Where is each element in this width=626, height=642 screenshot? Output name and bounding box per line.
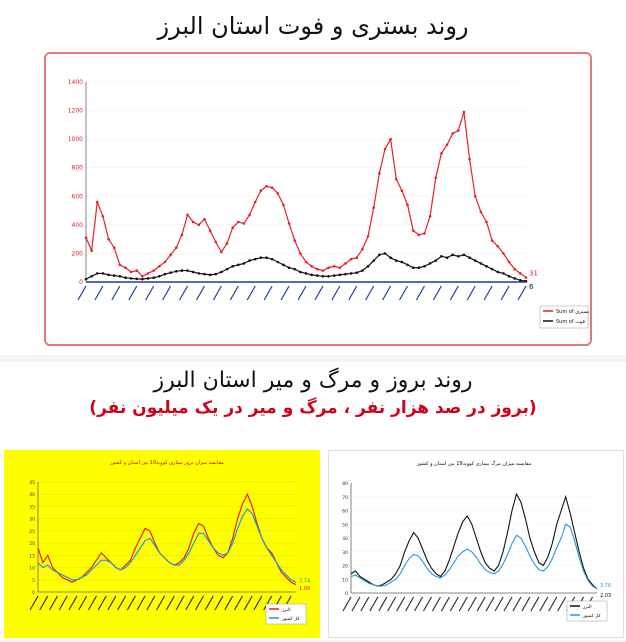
end-value-label: 3.74 <box>299 578 311 585</box>
data-point <box>496 271 499 274</box>
data-point <box>429 262 432 265</box>
x-tick-label <box>59 596 67 610</box>
data-point <box>361 269 364 272</box>
x-tick-label <box>522 597 530 611</box>
data-point <box>164 261 167 264</box>
data-point <box>434 259 437 262</box>
data-point <box>214 241 217 244</box>
x-tick-label <box>495 597 503 611</box>
data-point <box>209 229 212 232</box>
legend-label: البرز <box>282 608 291 613</box>
data-point <box>412 229 415 232</box>
data-point <box>316 274 319 277</box>
data-point <box>248 214 251 217</box>
x-tick-label <box>244 596 252 610</box>
data-point <box>423 232 426 235</box>
data-point <box>519 272 522 275</box>
y-tick-label: 30 <box>342 550 348 556</box>
data-point <box>310 274 313 277</box>
x-tick-label <box>450 597 458 611</box>
data-point <box>169 254 172 257</box>
mortality-chart <box>329 451 623 637</box>
data-point <box>192 271 195 274</box>
legend-label: Sum of فوت <box>556 319 585 325</box>
data-point <box>198 224 201 227</box>
x-tick-label <box>513 597 521 611</box>
data-point <box>299 252 302 255</box>
x-tick-label <box>176 596 184 610</box>
x-tick-label <box>415 597 423 611</box>
y-tick-label: 70 <box>342 495 348 501</box>
y-tick-label: 40 <box>342 537 348 542</box>
data-point <box>231 265 234 268</box>
x-tick-label <box>213 286 221 300</box>
data-point <box>440 255 443 258</box>
incidence-chart-box <box>4 450 320 638</box>
x-tick-label <box>441 597 449 611</box>
data-point <box>203 218 206 221</box>
data-point <box>152 269 155 272</box>
x-tick-label <box>225 596 233 610</box>
x-tick-label <box>433 286 441 300</box>
data-point <box>401 189 404 192</box>
data-point <box>372 259 375 262</box>
x-tick-label <box>79 596 87 610</box>
data-point <box>378 254 381 257</box>
data-point <box>451 254 454 257</box>
y-tick-label: 35 <box>29 505 35 511</box>
data-point <box>446 256 449 259</box>
data-point <box>525 280 528 283</box>
y-tick-label: 1000 <box>67 136 83 144</box>
x-tick-label <box>205 596 213 610</box>
x-tick-label <box>383 286 391 300</box>
series-line <box>86 112 526 278</box>
bottom-panel <box>0 362 626 640</box>
y-tick-label: 10 <box>29 566 35 572</box>
data-point <box>480 262 483 265</box>
data-point <box>305 272 308 275</box>
data-point <box>214 273 217 276</box>
data-point <box>96 201 99 204</box>
x-tick-label <box>163 286 171 300</box>
series-line <box>38 494 296 584</box>
y-tick-label: 1200 <box>67 107 83 115</box>
data-point <box>310 265 313 268</box>
x-tick-label <box>264 286 272 300</box>
data-point <box>276 261 279 264</box>
data-point <box>468 256 471 259</box>
data-point <box>186 269 189 272</box>
data-point <box>440 152 443 155</box>
data-point <box>412 266 415 269</box>
y-tick-label: 20 <box>29 542 35 548</box>
x-tick-label <box>366 286 374 300</box>
data-point <box>519 279 522 282</box>
x-tick-label <box>540 597 548 611</box>
data-point <box>209 274 212 277</box>
data-point <box>181 269 184 272</box>
x-tick-label <box>352 597 360 611</box>
data-point <box>102 215 105 218</box>
data-point <box>457 255 460 258</box>
data-point <box>350 258 353 261</box>
data-point <box>288 222 291 225</box>
x-tick-label <box>147 596 155 610</box>
x-tick-label <box>549 597 557 611</box>
y-tick-label: 10 <box>342 578 348 584</box>
data-point <box>344 273 347 276</box>
data-point <box>463 254 466 257</box>
x-tick-label <box>112 286 120 300</box>
data-point <box>271 186 274 189</box>
x-tick-label <box>146 286 154 300</box>
data-point <box>135 278 138 281</box>
data-point <box>90 249 93 252</box>
data-point <box>113 246 116 249</box>
data-point <box>468 158 471 161</box>
x-tick-label <box>400 286 408 300</box>
series-line <box>38 509 296 582</box>
x-tick-label <box>343 597 351 611</box>
data-point <box>175 270 178 273</box>
x-tick-label <box>370 597 378 611</box>
data-point <box>389 138 392 141</box>
y-tick-label: 20 <box>342 564 348 570</box>
y-tick-label: 800 <box>71 164 83 172</box>
hospitalization-chart-frame <box>44 52 592 346</box>
data-point <box>361 248 364 251</box>
y-tick-label: 25 <box>29 529 35 535</box>
x-tick-label <box>388 597 396 611</box>
chart-title: مقایسه میزان بروز بیماری کووید19 بین استان و کشور <box>110 460 224 466</box>
data-point <box>119 264 122 267</box>
data-point <box>248 259 251 262</box>
data-point <box>288 266 291 269</box>
chart-title: مقایسه میزان مرگ بیماری کووید19 بین استان و کشور <box>416 461 532 467</box>
data-point <box>220 251 223 254</box>
data-point <box>276 192 279 195</box>
y-tick-label: 600 <box>71 193 83 201</box>
data-point <box>265 185 268 188</box>
data-point <box>322 275 325 278</box>
x-tick-label <box>484 286 492 300</box>
data-point <box>186 214 189 217</box>
data-point <box>496 245 499 248</box>
data-point <box>401 261 404 264</box>
legend-label: Sum of بستری <box>556 309 590 315</box>
x-tick-label <box>129 286 137 300</box>
y-tick-label: 400 <box>71 221 83 229</box>
x-tick-label <box>30 596 38 610</box>
data-point <box>237 264 240 267</box>
hospitalization-death-chart <box>46 54 590 344</box>
y-tick-label: 15 <box>29 554 35 560</box>
data-point <box>513 268 516 271</box>
legend-label: کل کشور <box>583 614 601 619</box>
data-point <box>271 258 274 261</box>
data-point <box>203 273 206 276</box>
x-tick-label <box>406 597 414 611</box>
data-point <box>85 278 88 281</box>
end-value-label: 31 <box>529 269 538 278</box>
x-tick-label <box>298 286 306 300</box>
x-tick-label <box>230 286 238 300</box>
data-point <box>254 201 257 204</box>
data-point <box>355 271 358 274</box>
x-tick-label <box>361 597 369 611</box>
data-point <box>198 272 201 275</box>
data-point <box>395 259 398 262</box>
data-point <box>293 239 296 242</box>
x-tick-label <box>349 286 357 300</box>
x-tick-label <box>108 596 116 610</box>
data-point <box>355 256 358 259</box>
data-point <box>451 132 454 135</box>
x-tick-label <box>332 286 340 300</box>
data-point <box>282 264 285 267</box>
data-point <box>107 238 110 241</box>
data-point <box>220 271 223 274</box>
x-tick-label <box>477 597 485 611</box>
x-tick-label <box>531 597 539 611</box>
data-point <box>446 144 449 147</box>
data-point <box>384 148 387 151</box>
data-point <box>418 234 421 237</box>
data-point <box>372 206 375 209</box>
data-point <box>158 265 161 268</box>
data-point <box>333 265 336 268</box>
data-point <box>327 275 330 278</box>
x-tick-label <box>254 596 262 610</box>
x-tick-label <box>468 597 476 611</box>
x-tick-label <box>196 596 204 610</box>
x-tick-label <box>88 596 96 610</box>
y-tick-label: 0 <box>32 591 35 596</box>
data-point <box>299 271 302 274</box>
data-point <box>502 272 505 275</box>
data-point <box>322 269 325 272</box>
mortality-chart-box <box>328 450 624 638</box>
x-tick-label <box>49 596 57 610</box>
data-point <box>102 272 105 275</box>
data-point <box>423 265 426 268</box>
data-point <box>124 266 127 269</box>
data-point <box>485 221 488 224</box>
x-tick-label <box>450 286 458 300</box>
data-point <box>474 195 477 198</box>
data-point <box>418 266 421 269</box>
data-point <box>378 172 381 175</box>
x-tick-label <box>127 596 135 610</box>
x-tick-label <box>118 596 126 610</box>
data-point <box>282 204 285 207</box>
end-value-label: 3.76 <box>600 582 612 589</box>
data-point <box>480 211 483 214</box>
data-point <box>474 259 477 262</box>
data-point <box>164 273 167 276</box>
data-point <box>434 176 437 179</box>
bottom-subtitle: (بروز در صد هزار نفر ، مرگ و میر در یک میلیون نفر) <box>89 398 537 418</box>
end-value-label: 1.00 <box>299 586 311 593</box>
data-point <box>293 268 296 271</box>
bottom-title: روند بروز و مرگ و میر استان البرز <box>153 368 473 393</box>
data-point <box>158 275 161 278</box>
y-tick-label: 5 <box>32 578 35 584</box>
legend-label: البرز <box>583 605 592 610</box>
x-tick-label <box>432 597 440 611</box>
data-point <box>147 277 150 280</box>
data-point <box>181 234 184 237</box>
data-point <box>350 272 353 275</box>
data-point <box>367 265 370 268</box>
x-tick-label <box>379 597 387 611</box>
data-point <box>113 274 116 277</box>
data-point <box>175 246 178 249</box>
data-point <box>463 111 466 114</box>
data-point <box>327 266 330 269</box>
data-point <box>491 239 494 242</box>
data-point <box>124 276 127 279</box>
data-point <box>508 275 511 278</box>
y-tick-label: 30 <box>29 517 35 523</box>
legend-label: کل کشور <box>282 617 300 622</box>
data-point <box>406 204 409 207</box>
x-tick-label <box>180 286 188 300</box>
data-point <box>485 265 488 268</box>
x-tick-label <box>215 596 223 610</box>
data-point <box>237 221 240 224</box>
data-point <box>491 268 494 271</box>
x-tick-label <box>281 286 289 300</box>
data-point <box>226 268 229 271</box>
data-point <box>141 275 144 278</box>
x-tick-label <box>95 286 103 300</box>
data-point <box>141 278 144 281</box>
data-point <box>429 215 432 218</box>
data-point <box>130 271 133 274</box>
data-point <box>367 235 370 238</box>
y-tick-label: 80 <box>342 482 348 487</box>
data-point <box>508 261 511 264</box>
data-point <box>525 276 528 279</box>
data-point <box>169 271 172 274</box>
y-tick-label: 60 <box>342 509 348 515</box>
data-point <box>384 252 387 255</box>
x-tick-label <box>501 286 509 300</box>
data-point <box>339 274 342 277</box>
end-value-label: 6 <box>529 283 534 292</box>
data-point <box>406 264 409 267</box>
x-tick-label <box>196 286 204 300</box>
x-tick-label <box>459 597 467 611</box>
data-point <box>305 261 308 264</box>
data-point <box>395 178 398 181</box>
x-tick-label <box>40 596 48 610</box>
x-tick-label <box>234 596 242 610</box>
x-tick-label <box>186 596 194 610</box>
x-tick-label <box>137 596 145 610</box>
series-line <box>86 253 526 281</box>
data-point <box>265 256 268 259</box>
data-point <box>344 262 347 265</box>
x-tick-label <box>424 597 432 611</box>
data-point <box>135 269 138 272</box>
data-point <box>502 252 505 255</box>
y-tick-label: 1400 <box>67 79 83 86</box>
x-tick-label <box>416 286 424 300</box>
x-tick-label <box>98 596 106 610</box>
data-point <box>457 129 460 132</box>
end-value-label: 2.03 <box>600 592 612 599</box>
x-tick-label <box>166 596 174 610</box>
x-tick-label <box>467 286 475 300</box>
data-point <box>513 277 516 280</box>
y-tick-label: 40 <box>29 493 35 499</box>
data-point <box>231 226 234 229</box>
top-title: روند بستری و فوت استان البرز <box>157 12 469 40</box>
data-point <box>260 256 263 259</box>
data-point <box>339 266 342 269</box>
data-point <box>243 262 246 265</box>
x-tick-label <box>504 597 512 611</box>
incidence-chart <box>4 450 320 638</box>
x-tick-label <box>397 597 405 611</box>
data-point <box>226 242 229 245</box>
data-point <box>90 275 93 278</box>
y-tick-label: 0 <box>79 279 83 286</box>
data-point <box>316 268 319 271</box>
x-tick-label <box>518 286 526 300</box>
x-tick-label <box>247 286 255 300</box>
data-point <box>243 222 246 225</box>
y-tick-label: 45 <box>29 481 35 486</box>
data-point <box>96 272 99 275</box>
data-point <box>107 274 110 277</box>
data-point <box>152 276 155 279</box>
y-tick-label: 200 <box>71 250 83 258</box>
x-tick-label <box>78 286 86 300</box>
x-tick-label <box>558 597 566 611</box>
x-tick-label <box>486 597 494 611</box>
data-point <box>192 221 195 224</box>
x-tick-label <box>69 596 77 610</box>
y-tick-label: 0 <box>345 592 348 597</box>
x-tick-label <box>315 286 323 300</box>
data-point <box>130 277 133 280</box>
data-point <box>333 274 336 277</box>
y-tick-label: 50 <box>342 523 348 529</box>
data-point <box>260 189 263 192</box>
x-tick-label <box>157 596 165 610</box>
data-point <box>254 258 257 261</box>
data-point <box>119 275 122 278</box>
data-point <box>85 236 88 239</box>
data-point <box>147 272 150 275</box>
data-point <box>389 256 392 259</box>
